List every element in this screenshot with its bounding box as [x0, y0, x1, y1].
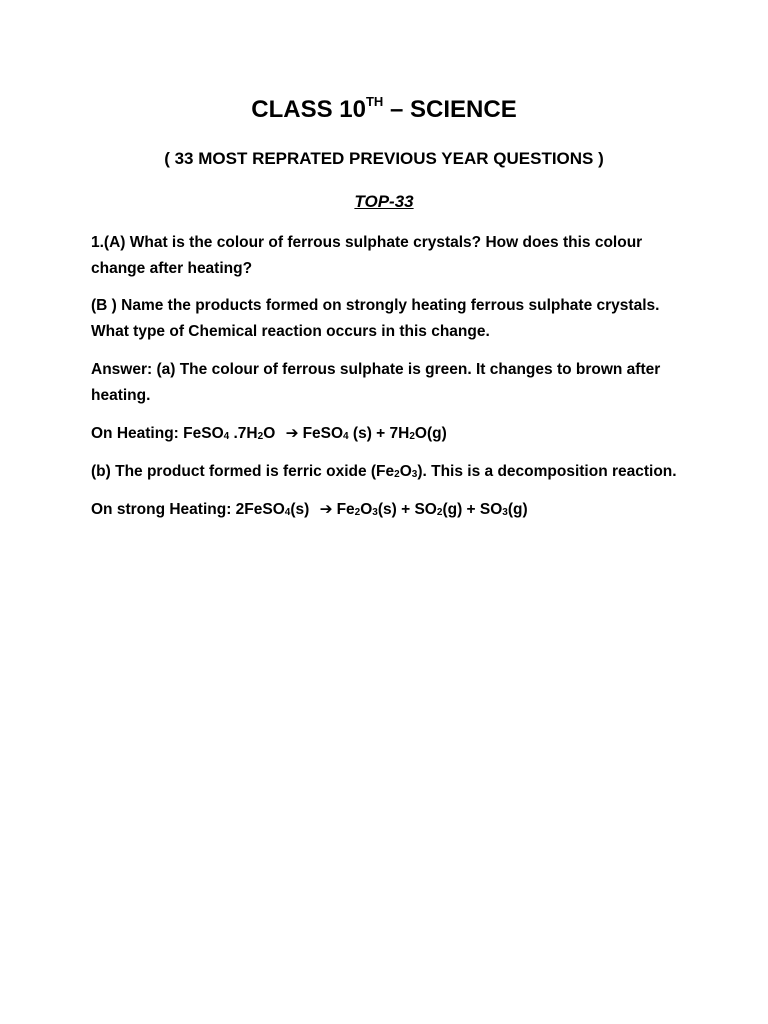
eq-text: (s) — [290, 501, 314, 518]
eq-text: (s) + 7H — [348, 425, 410, 442]
question-a-line1: 1.(A) What is the colour of ferrous sulphate crystals? How does this colour — [91, 234, 643, 251]
question-b-line2: What type of Chemical reaction occurs in this change. — [91, 322, 490, 340]
eq-subscript: 4 — [223, 431, 230, 442]
answer-b — [91, 459, 731, 485]
eq-text: (g) + SO — [442, 501, 503, 518]
eq-text: Fe — [336, 501, 355, 518]
heating-equation — [91, 421, 691, 447]
question-b — [91, 293, 691, 344]
eq-text: On strong Heating: 2FeSO — [91, 501, 285, 518]
eq-subscript: 3 — [372, 507, 378, 518]
title-rest: – SCIENCE — [383, 96, 517, 123]
eq-subscript: 2 — [257, 431, 264, 442]
answer-b-text: (b) The product formed is ferric oxide (Fe — [91, 463, 395, 480]
eq-subscript: 2 — [409, 431, 415, 442]
arrow-icon: ➔ — [319, 501, 333, 518]
eq-text: O — [263, 425, 280, 442]
answer-a-line1: Answer: (a) The colour of ferrous sulphate is green. It changes to brown after — [91, 361, 661, 378]
eq-text: (s) + SO — [377, 501, 437, 518]
eq-subscript: 2 — [436, 507, 443, 518]
eq-text: On Heating: FeSO — [91, 425, 224, 442]
strong-heating-equation — [91, 497, 691, 523]
title-main: CLASS 10 — [251, 96, 366, 123]
eq-subscript: 3 — [502, 507, 508, 518]
answer-b-text: ). This is a decomposition reaction. — [417, 463, 677, 480]
question-b-line1: (B ) Name the products formed on strongly heating ferrous sulphate crystals. — [91, 297, 660, 314]
top-tag: TOP-33 — [354, 192, 414, 211]
eq-subscript: 2 — [394, 469, 400, 480]
answer-a — [91, 357, 691, 408]
question-a-line2: change after heating? — [91, 259, 253, 277]
eq-text: (g) — [507, 501, 528, 518]
eq-text: O(g) — [414, 425, 447, 442]
arrow-icon: ➔ — [285, 425, 299, 442]
eq-text: O — [360, 501, 373, 518]
eq-subscript: 4 — [343, 431, 349, 442]
eq-text: .7H — [229, 425, 258, 442]
page-title — [0, 92, 768, 128]
page-subtitle: ( 33 MOST REPRATED PREVIOUS YEAR QUESTIONS ) — [164, 149, 604, 168]
answer-a-line2: heating. — [91, 386, 151, 404]
answer-b-text: O — [399, 463, 412, 480]
eq-subscript: 2 — [354, 507, 361, 518]
title-superscript: TH — [365, 94, 384, 109]
eq-subscript: 4 — [284, 507, 291, 518]
eq-subscript: 3 — [411, 469, 418, 480]
question-a — [91, 230, 691, 281]
eq-text: FeSO — [302, 425, 344, 442]
